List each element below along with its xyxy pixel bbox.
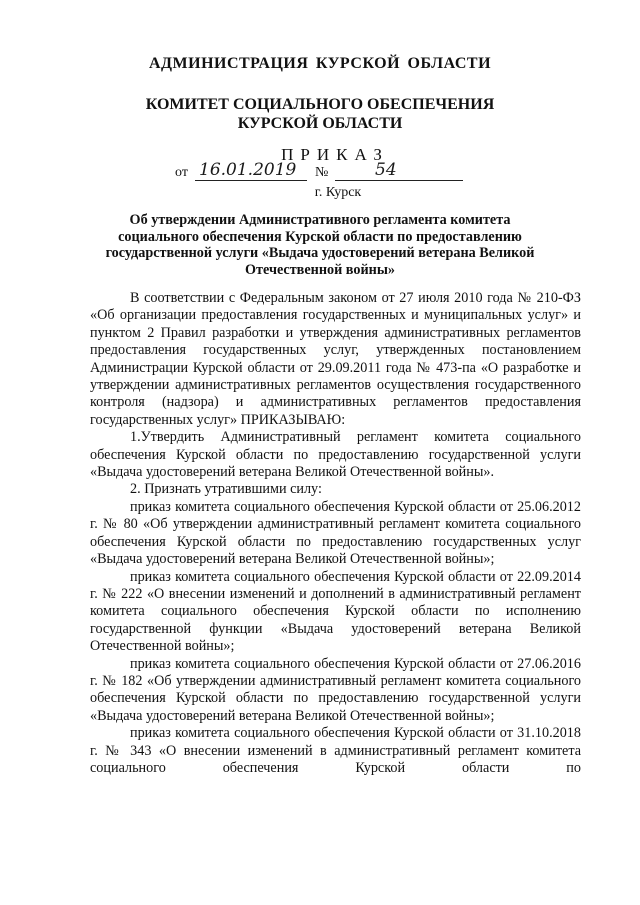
administration-title: АДМИНИСТРАЦИЯ КУРСКОЙ ОБЛАСТИ [148,55,492,72]
order-subject: Об утверждении Административного регламента комитета социального обеспечения Курской области по предоставлению государственной услуги «Выдача удостоверений ветерана Великой Отечественной войны» [105,212,535,278]
paragraph-repealed-1: приказ комитета социального обеспечения Курской области от 25.06.2012 г. № 80 «Об утверждении административный регламент комитета социального обеспечения Курской области по предоставлению государственных услуг «Выдача удостоверений ветерана Великой Отечественной войны»; [90,498,581,568]
paragraph-repealed-2: приказ комитета социального обеспечения Курской области от 22.09.2014 г. № 222 «О внесении изменений и дополнений в административный регламент комитета социального обеспечения Курской области по исполнению государственной функции «Выдача удостоверений ветерана Великой Отечественной войны»; [90,568,581,655]
date-number-line [175,160,465,183]
number-handwritten: 54 [375,160,397,180]
paragraph-item-2: 2. Признать утратившими силу: [130,481,322,498]
date-handwritten: 16.01.2019 [199,160,297,180]
paragraph-repealed-4: приказ комитета социального обеспечения Курской области от 31.10.2018 г. № 343 «О внесении изменений в административный регламент комитета социального обеспечения Курской области по [90,725,581,776]
date-prefix: от [175,165,188,180]
number-prefix: № [315,165,329,180]
paragraph-item-1: 1.Утвердить Административный регламент комитета социального обеспечения Курской области по предоставлению государственной услуги «Выдача удостоверений ветерана Великой Отечественной войны». [90,429,581,481]
committee-title-line1: КОМИТЕТ СОЦИАЛЬНОГО ОБЕСПЕЧЕНИЯ [145,96,495,113]
committee-title [0,95,640,133]
document-type: ПРИКАЗ [281,145,389,164]
city: г. Курск [314,185,362,200]
paragraph-repealed-3: приказ комитета социального обеспечения Курской области от 27.06.2016 г. № 182 «Об утверждении административный регламент комитета социального обеспечения Курской области по предоставлению государственной услуги «Выдача удостоверений ветерана Великой Отечественной войны»; [90,655,581,724]
number-underline [335,180,463,181]
order-body [90,290,581,777]
paragraph-preamble: В соответствии с Федеральным законом от 27 июля 2010 года № 210-ФЗ «Об организации предоставления государственных и муниципальных услуг» и пунктом 2 Правил разработки и утверждения административных регламентов предоставления государственных услуг, утвержденных постановлением Администрации Курской области от 29.09.2011 года № 473-па «О разработке и утверждении административных регламентов осуществления государственного контроля (надзора) и административных регламентов предоставления государственных услуг» ПРИКАЗЫВАЮ: [90,290,581,428]
committee-title-line2: КУРСКОЙ ОБЛАСТИ [237,115,403,132]
date-underline [195,180,307,181]
